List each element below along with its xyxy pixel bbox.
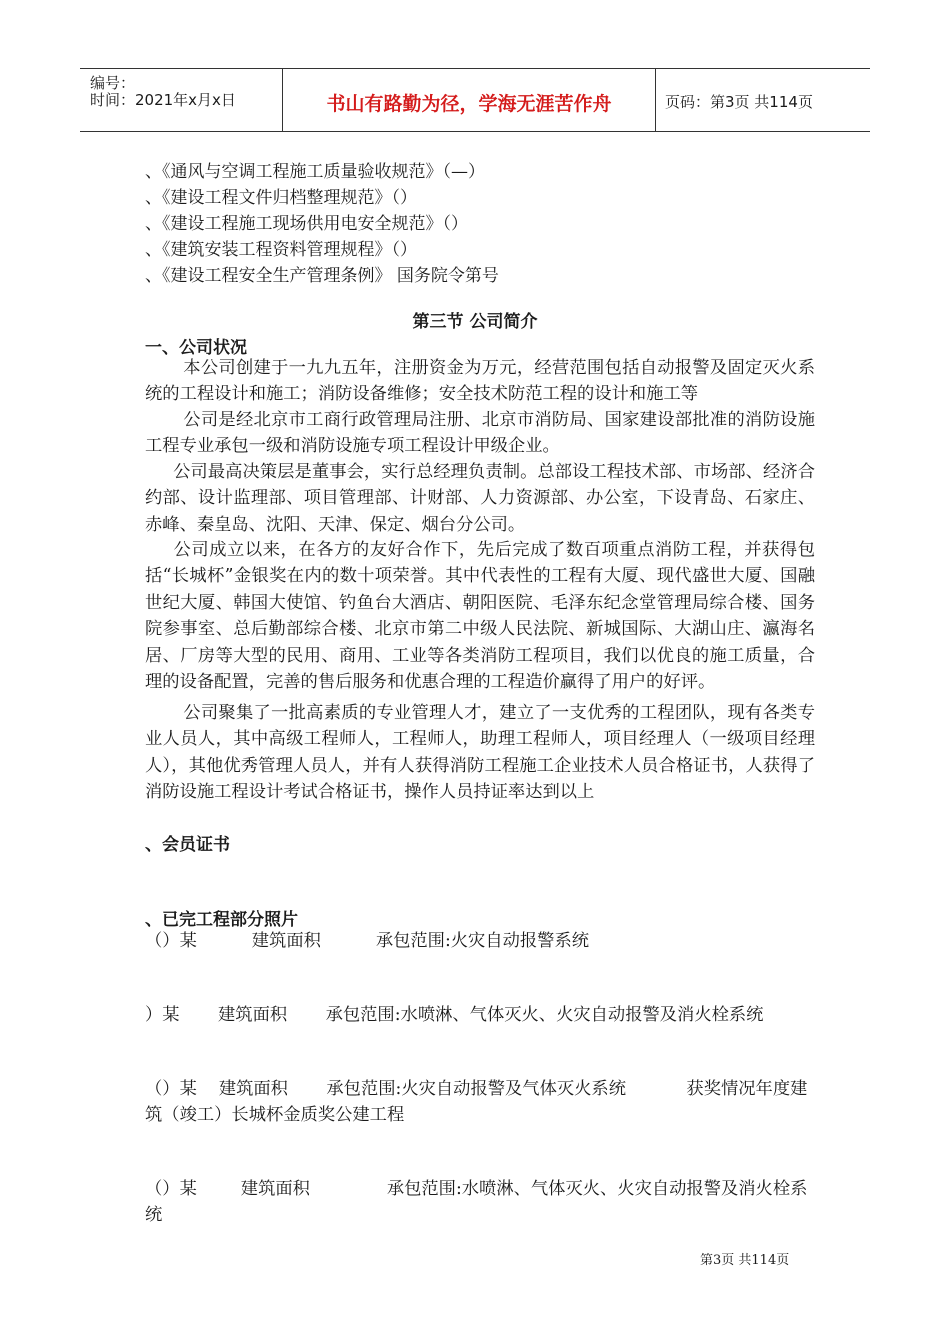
company-status-heading: 一、公司状况 <box>145 338 247 358</box>
completed-projects-heading: 、已完工程部分照片 <box>145 910 298 930</box>
header-motto-cell <box>282 69 656 131</box>
reference-item: 、《建设工程安全生产管理条例》 国务院令第号 <box>145 266 499 286</box>
header-motto: 书山有路勤为径，学海无涯苦作舟 <box>326 93 612 115</box>
project-item: （）某 建筑面积 承包范围:火灾自动报警系统 <box>145 931 590 951</box>
company-paragraph: 公司成立以来，在各方的友好合作下，先后完成了数百项重点消防工程，并获得包括“长城杯”金银奖在内的数十项荣誉。其中代表性的工程有大厦、现代盛世大厦、国融世纪大厦、韩国大使馆、钓鱼台大酒店、朝阳医院、毛泽东纪念堂管理局综合楼、国务院参事室、总后勤部综合楼、北京市第二中级人民法院、新城国际、大湖山庄、瀛海名居、厂房等大型的民用、商用、工业等各类消防工程项目，我们以优良的施工质量，合理的设备配置，完善的售后服务和优惠合理的工程造价赢得了用户的好评。 <box>145 540 815 693</box>
header-page-cell <box>655 69 870 131</box>
header-meta-cell <box>80 69 282 131</box>
company-paragraph: 公司聚集了一批高素质的专业管理人才，建立了一支优秀的工程团队，现有各类专业人员人，其中高级工程师人，工程师人，助理工程师人，项目经理人（一级项目经理人），其他优秀管理人员人，并有人获得消防工程施工企业技术人员合格证书，人获得了消防设施工程设计考试合格证书，操作人员持证率达到以上 <box>145 703 815 803</box>
document-time-label: 时间：2021年x月x日 <box>90 91 236 109</box>
company-paragraph: 本公司创建于一九九五年，注册资金为万元，经营范围包括自动报警及固定灭火系统的工程设计和施工；消防设备维修；安全技术防范工程的设计和施工等 <box>145 358 815 405</box>
header-page-number: 页码：第3页 共114页 <box>665 93 813 111</box>
document-number-label: 编号： <box>90 74 136 92</box>
page-footer: 第3页 共114页 <box>700 1253 790 1268</box>
reference-item: 、《建筑安装工程资料管理规程》（） <box>145 240 417 260</box>
company-paragraph: 公司最高决策层是董事会，实行总经理负责制。总部设工程技术部、市场部、经济合约部、设计监理部、项目管理部、计财部、人力资源部、办公室，下设青岛、石家庄、赤峰、秦皇岛、沈阳、天津、保定、烟台分公司。 <box>145 462 815 535</box>
company-paragraph: 公司是经北京市工商行政管理局注册、北京市消防局、国家建设部批准的消防设施工程专业承包一级和消防设施专项工程设计甲级企业。 <box>145 410 815 457</box>
page-header <box>80 68 870 132</box>
project-item: （）某 建筑面积 承包范围:水喷淋、气体灭火、火灾自动报警及消火栓系统 <box>145 1179 808 1226</box>
section-title: 第三节 公司简介 <box>412 312 538 332</box>
reference-item: 、《通风与空调工程施工质量验收规范》（—） <box>145 162 485 182</box>
reference-item: 、《建设工程文件归档整理规范》（） <box>145 188 417 208</box>
project-item: （）某 建筑面积 承包范围:火灾自动报警及气体灭火系统 获奖情况年度建筑（竣工）长城杯金质奖公建工程 <box>145 1079 808 1126</box>
member-certificate-heading: 、会员证书 <box>145 835 230 855</box>
reference-item: 、《建设工程施工现场供用电安全规范》（） <box>145 214 468 234</box>
project-item: ）某 建筑面积 承包范围:水喷淋、气体灭火、火灾自动报警及消火栓系统 <box>145 1005 764 1025</box>
